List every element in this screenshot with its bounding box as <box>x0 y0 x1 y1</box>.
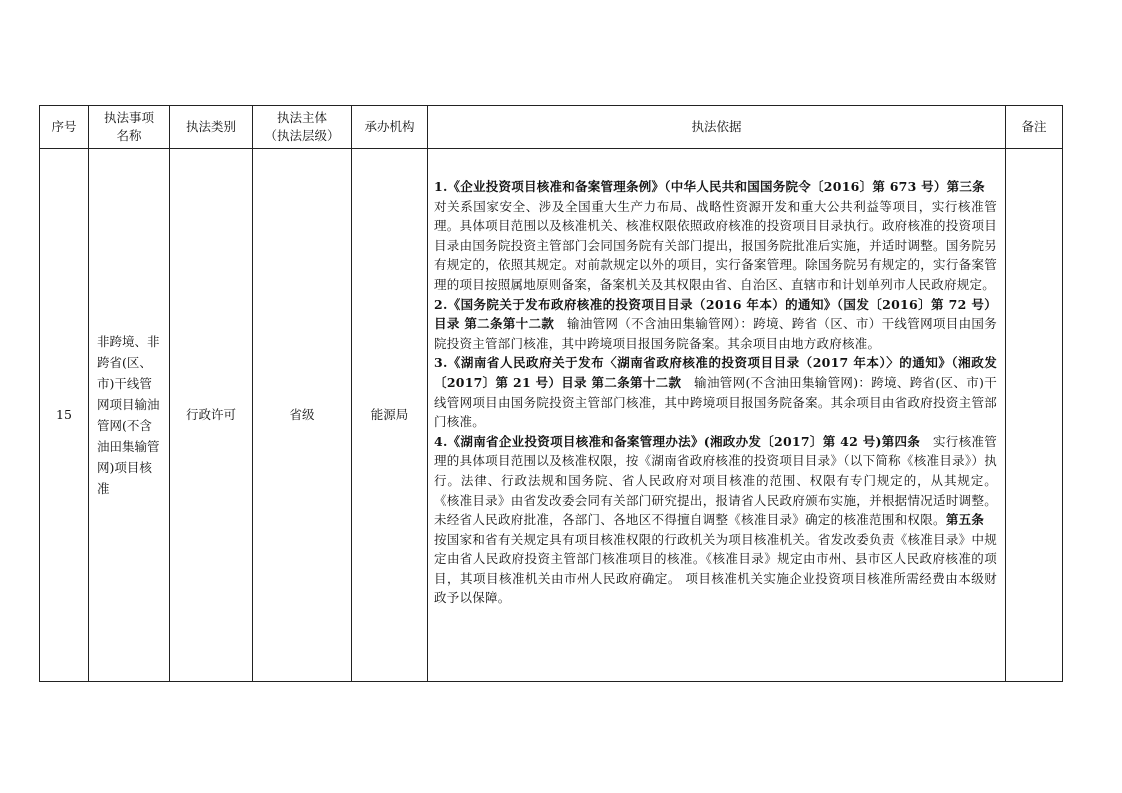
table-row <box>40 149 1063 682</box>
header-agency: 承办机构 <box>352 106 428 149</box>
header-subject-line1: 执法主体 <box>276 110 327 125</box>
cell-basis <box>428 149 1006 682</box>
cell-category: 行政许可 <box>170 149 253 682</box>
basis-item-3: 3.《湖南省人民政府关于发布〈湖南省政府核准的投资项目目录（2017 年本）〉的通知》（湘政发〔2017〕第 21 号）目录 第二条第十二款 输油管网(不含油田集输管网)：跨境、跨省(区、市)干线管网项目由国务院投资主管部门核准，其中跨境项目报国务院备案。其余项目由省政府投资主管部门核准。 <box>434 355 997 430</box>
header-remarks: 备注 <box>1006 106 1063 149</box>
cell-subject: 省级 <box>253 149 352 682</box>
header-category: 执法类别 <box>170 106 253 149</box>
basis-item-2: 2.《国务院关于发布政府核准的投资项目目录（2016 年本）的通知》（国发〔2016〕第 72 号）目录 第二条第十二款 输油管网（不含油田集输管网）：跨境、跨省（区、市）干线管网项目由国务院投资主管部门核准，其中跨境项目报国务院备案。其余项目由地方政府核准。 <box>434 296 997 351</box>
cell-agency: 能源局 <box>352 149 428 682</box>
basis-item-1: 1.《企业投资项目核准和备案管理条例》（中华人民共和国国务院令〔2016〕第 673 号）第三条 对关系国家安全、涉及全国重大生产力布局、战略性资源开发和重大公共利益等项目，实行核准管理。具体项目范围以及核准机关、核准权限依照政府核准的投资项目目录执行。政府核准的投资项目目录由国务院投资主管部门会同国务院有关部门提出，报国务院批准后实施，并适时调整。国务院另有规定的，依照其规定。对前款规定以外的项目，实行备案管理。除国务院另有规定的，实行备案管理的项目按照属地原则备案，备案机关及其权限由省、自治区、直辖市和计划单列市人民政府规定。 <box>434 179 998 292</box>
header-item-name: 执法事项名称 <box>89 106 170 149</box>
cell-seq: 15 <box>40 149 89 682</box>
header-row <box>40 106 1063 149</box>
basis-item-4: 4.《湖南省企业投资项目核准和备案管理办法》(湘政办发〔2017〕第 42 号)第四条 实行核准管理的具体项目范围以及核准权限，按《湖南省政府核准的投资项目目录》（以下简称《核准目录》）执行。法律、行政法规和国务院、省人民政府对项目核准的范围、权限有专门规定的，从其规定。 《核准目录》由省发改委会同有关部门研究提出，报请省人民政府颁布实施，并根据情况适时调整。 未经省人民政府批准，各部门、各地区不得擅自调整《核准目录》确定的核准范围和权限。第五条 按国家和省有关规定具有项目核准权限的行政机关为项目核准机关。省发改委负责《核准目录》中规定由省人民政府投资主管部门核准项目的核准。《核准目录》规定由市州、县市区人民政府核准的项目，其项目核准机关由市州人民政府确定。 项目核准机关实施企业投资项目核准所需经费由本级财政予以保障。 <box>434 433 997 606</box>
header-subject <box>253 106 352 149</box>
header-basis: 执法依据 <box>428 106 1006 149</box>
header-seq: 序号 <box>40 106 89 149</box>
header-subject-line2: （执法层级） <box>264 128 340 143</box>
cell-remarks <box>1006 149 1063 682</box>
cell-item-name: 非跨境、非跨省(区、市)干线管网项目输油管网(不含油田集输管网)项目核准 <box>89 149 170 682</box>
law-enforcement-table <box>39 105 1063 682</box>
